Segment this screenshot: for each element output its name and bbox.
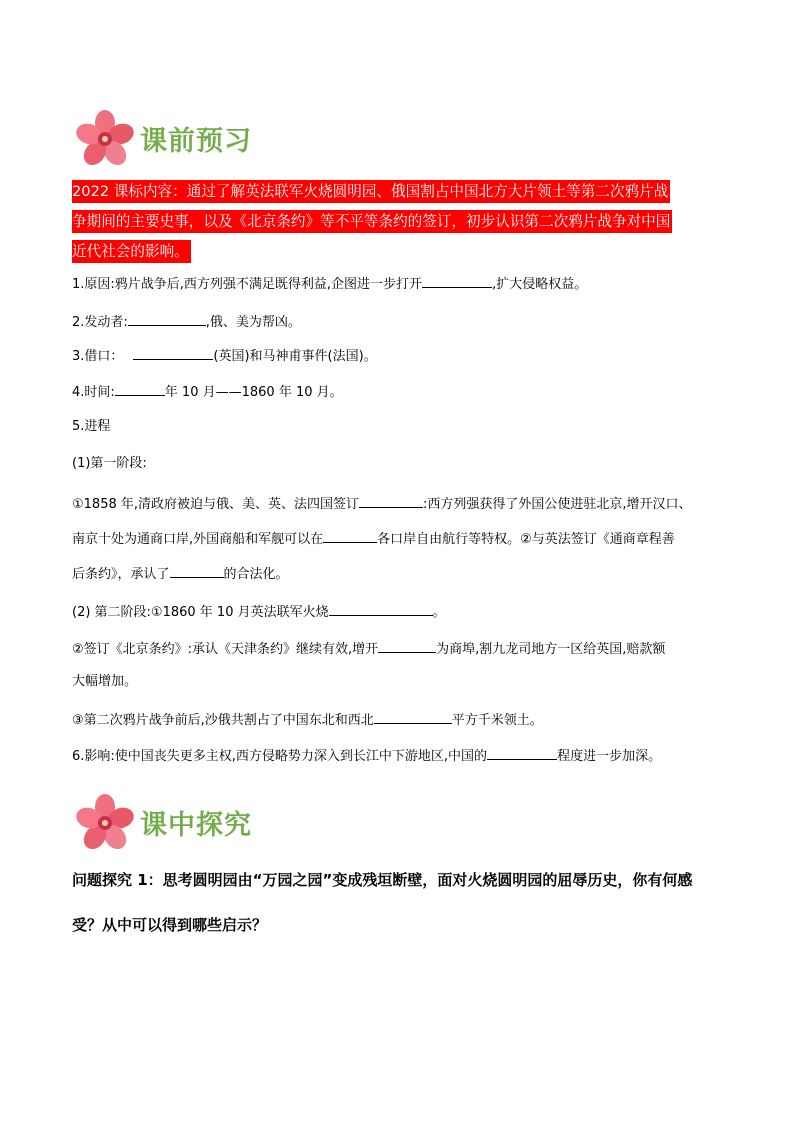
standard-line: 2022 课标内容：通过了解英法联军火烧圆明园、俄国割占中国北方大片领土等第二次鸦片战 [72, 180, 670, 203]
fill-blank[interactable] [128, 311, 206, 326]
fill-blank[interactable] [487, 745, 557, 760]
item-time: 4.时间: 年 10 月——1860 年 10 月。 [72, 381, 343, 403]
fill-blank[interactable] [133, 345, 213, 360]
curriculum-standard [72, 180, 720, 270]
fill-blank[interactable] [378, 638, 436, 653]
flower-icon [76, 109, 134, 167]
section-title: 课前预习 [140, 125, 252, 157]
section-heading-inquiry [76, 792, 252, 852]
item-process: 5.进程 [72, 419, 111, 434]
section-heading-preview [76, 108, 252, 168]
stage-two-territory: ③第二次鸦片战争前后,沙俄共割占了中国东北和西北 平方千米领土。 [72, 709, 543, 731]
section-title: 课中探究 [140, 809, 252, 841]
standard-line: 争期间的主要史事，以及《北京条约》等不平等条约的签订，初步认识第二次鸦片战争对中国 [72, 210, 672, 233]
fill-blank[interactable] [422, 273, 492, 288]
flower-icon [76, 793, 134, 851]
stage-one-para: 南京十处为通商口岸,外国商船和军舰可以在 各口岸自由航行等特权。②与英法签订《通商章程善 [72, 528, 675, 550]
item-impact: 6.影响:使中国丧失更多主权,西方侵略势力深入到长江中下游地区,中国的 程度进一步加深。 [72, 745, 661, 767]
stage-one-para: ①1858 年,清政府被迫与俄、美、英、法四国签订 :西方列强获得了外国公使进驻北京,增开汉口、 [72, 493, 692, 515]
stage-two-treaty: ②签订《北京条约》:承认《天津条约》继续有效,增开 为商埠,割九龙司地方一区给英国,赔款额 [72, 638, 665, 660]
fill-blank[interactable] [170, 563, 224, 578]
question-line: 受？从中可以得到哪些启示？ [72, 916, 268, 934]
item-initiator: 2.发动者: ,俄、美为帮凶。 [72, 311, 301, 333]
item-pretext: 3.借口： (英国)和马神甫事件(法国)。 [72, 345, 377, 367]
fill-blank[interactable] [329, 601, 433, 616]
fill-blank[interactable] [359, 493, 423, 508]
question-line: 问题探究 1：思考圆明园由“万园之园”变成残垣断壁，面对火烧圆明园的屈辱历史，你有何感 [72, 871, 693, 889]
fill-blank[interactable] [374, 709, 452, 724]
stage-one-para: 后条约》，承认了 的合法化。 [72, 563, 289, 585]
fill-blank[interactable] [115, 381, 165, 396]
stage-two-treaty: 大幅增加。 [72, 674, 138, 689]
fill-blank[interactable] [323, 528, 377, 543]
standard-line: 近代社会的影响。 [72, 240, 191, 263]
stage-one-label: (1)第一阶段: [72, 456, 147, 471]
stage-two: (2) 第二阶段:①1860 年 10 月英法联军火烧 。 [72, 601, 446, 623]
item-cause: 1.原因:鸦片战争后,西方列强不满足既得利益,企图进一步打开 ,扩大侵略权益。 [72, 273, 587, 295]
